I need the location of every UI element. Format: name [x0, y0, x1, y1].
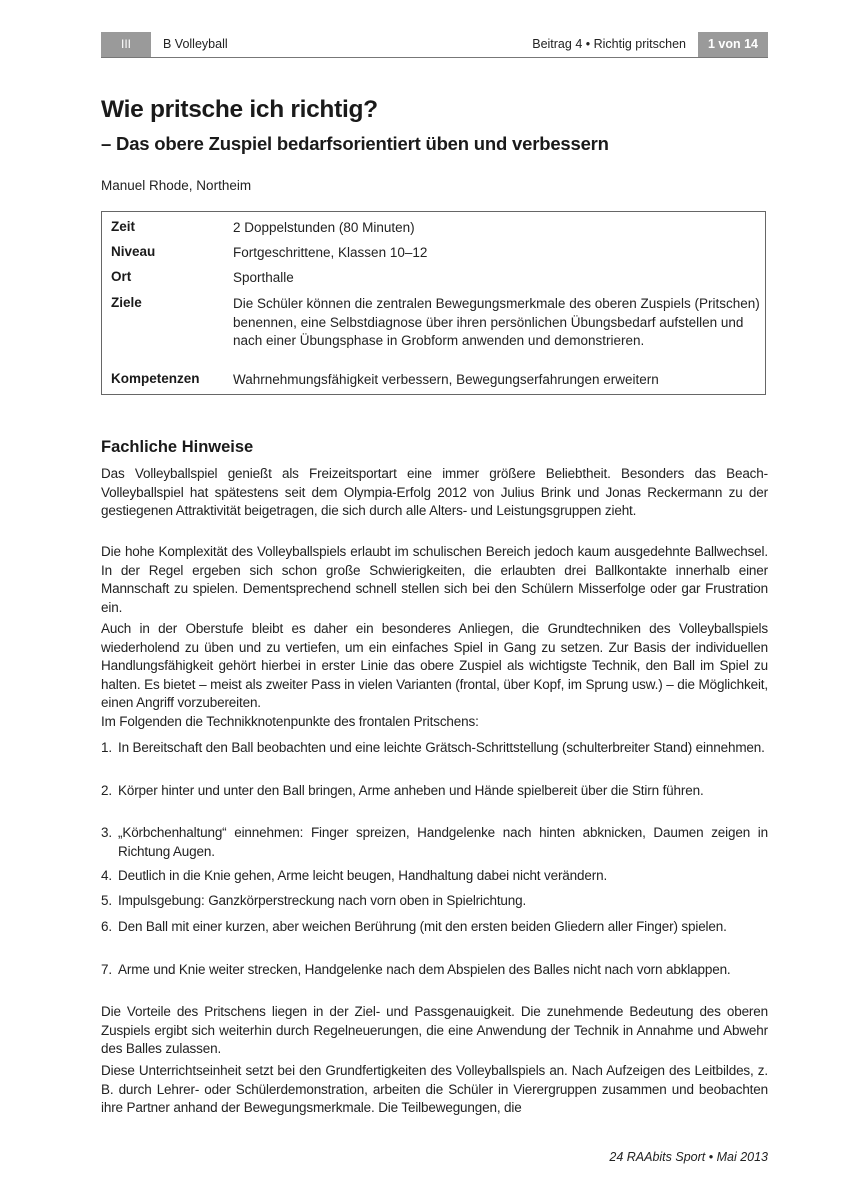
- page-counter-badge: 1 von 14: [698, 32, 768, 57]
- list-number: 3.: [101, 825, 112, 840]
- list-item: [101, 824, 768, 861]
- info-label: Zeit: [111, 219, 136, 234]
- list-item: [101, 961, 768, 980]
- paragraph: Das Volleyballspiel genießt als Freizeitsportart eine immer größere Beliebtheit. Besonders das Beach-Volleyballspiel hat spätestens seit dem Olympia-Erfolg 2012 von Julius Brink und Jonas Reckermann zu der gestiegenen Attraktivität beigetragen, die sich durch alle Alters- und Leistungsgruppen zieht.: [101, 466, 768, 518]
- paragraph: Diese Unterrichtseinheit setzt bei den Grundfertigkeiten des Volleyballspiels an. Nach Aufzeigen des Leitbildes, z. B. durch Lehrer- oder Schülerdemonstration, arbeiten die Schüler in Vierergruppen zusammen und beobachten ihre Partner anhand der Bewegungsmerkmale. Die Teilbewegungen, die: [101, 1063, 768, 1115]
- author-line: Manuel Rhode, Northeim: [101, 178, 252, 193]
- paragraph: Die Vorteile des Pritschens liegen in der Ziel- und Passgenauigkeit. Die zunehmende Bedeutung des oberen Zuspiels ergibt sich weiterhin durch Regelneuerungen, die eine Anwendung der Technik in Annahme und Abwehr des Balles zulassen.: [101, 1004, 768, 1056]
- paragraph: Die hohe Komplexität des Volleyballspiels erlaubt im schulischen Bereich jedoch kaum ausgedehnte Ballwechsel. In der Regel ergeben sich schon große Schwierigkeiten, die erlaubten drei Ballkontakte innerhalb einer Mannschaft zu spielen. Dementsprechend schnell stellen sich bei den Schülern Misserfolge oder gar Frustration ein.: [101, 544, 768, 615]
- list-number: 1.: [101, 740, 112, 755]
- info-value: Fortgeschrittene, Klassen 10–12: [233, 245, 428, 260]
- list-number: 4.: [101, 868, 112, 883]
- list-number: 6.: [101, 919, 112, 934]
- info-value: Sporthalle: [233, 270, 294, 285]
- list-text: Arme und Knie weiter strecken, Handgelenke nach dem Abspielen des Balles nicht nach vorn abklappen.: [118, 962, 731, 977]
- info-label: Niveau: [111, 244, 156, 259]
- list-item: [101, 867, 768, 886]
- chapter-label: B Volleyball: [163, 37, 228, 51]
- info-value: 2 Doppelstunden (80 Minuten): [233, 220, 415, 235]
- list-text: Den Ball mit einer kurzen, aber weichen Berührung (mit den ersten beiden Gliedern aller Finger) spielen.: [118, 919, 727, 934]
- list-item: [101, 739, 768, 758]
- paragraph: Auch in der Oberstufe bleibt es daher ein besonderes Anliegen, die Grundtechniken des Volleyballspiels wiederholend zu üben und zu vertiefen, um ein einfaches Spiel in Gang zu setzen. Zur Basis der individuellen Handlungsfähigkeit gehört hierbei in erster Linie das obere Zuspiel als wichtigste Technik, den Ball im Spiel zu halten. Es bietet – meist als zweiter Pass in vielen Varianten (frontal, über Kopf, im Sprung usw.) – die Möglichkeit, einen Angriff vorzubereiten.: [101, 621, 768, 710]
- list-number: 2.: [101, 783, 112, 798]
- page-footer: 24 RAAbits Sport • Mai 2013: [609, 1150, 768, 1164]
- list-item: [101, 892, 768, 911]
- page-subtitle: – Das obere Zuspiel bedarfsorientiert üben und verbessern: [101, 133, 609, 154]
- article-label: Beitrag 4 • Richtig pritschen: [532, 37, 686, 51]
- list-number: 7.: [101, 962, 112, 977]
- section-heading: Fachliche Hinweise: [101, 438, 254, 456]
- list-text: Impulsgebung: Ganzkörperstreckung nach vorn oben in Spielrichtung.: [118, 893, 527, 908]
- page-title: Wie pritsche ich richtig?: [101, 96, 378, 123]
- list-text: Deutlich in die Knie gehen, Arme leicht beugen, Handhaltung dabei nicht verändern.: [118, 868, 608, 883]
- info-value: Die Schüler können die zentralen Bewegungsmerkmale des oberen Zuspiels (Pritschen) benennen, eine Selbstdiagnose über ihren persönlichen Übungsbedarf aufstellen und nach einer Übungsphase in Grobform anwenden und demonstrieren.: [233, 296, 760, 348]
- paragraph: Im Folgenden die Technikknotenpunkte des frontalen Pritschens:: [101, 714, 479, 729]
- section-badge: III: [101, 32, 151, 57]
- list-item: [101, 918, 768, 937]
- list-number: 5.: [101, 893, 112, 908]
- page-header: [101, 32, 768, 58]
- info-value: Wahrnehmungsfähigkeit verbessern, Bewegungserfahrungen erweitern: [233, 372, 659, 387]
- list-text: In Bereitschaft den Ball beobachten und eine leichte Grätsch-Schrittstellung (schulterbreiter Stand) einnehmen.: [118, 740, 765, 755]
- info-label: Ort: [111, 269, 132, 284]
- info-label: Ziele: [111, 295, 142, 310]
- list-text: „Körbchenhaltung“ einnehmen: Finger spreizen, Handgelenke nach hinten abknicken, Daumen zeigen in Richtung Augen.: [118, 825, 768, 859]
- list-item: [101, 782, 768, 801]
- lesson-info-box: [101, 211, 766, 395]
- info-label: Kompetenzen: [111, 371, 200, 386]
- list-text: Körper hinter und unter den Ball bringen, Arme anheben und Hände spielbereit über die Stirn führen.: [118, 783, 704, 798]
